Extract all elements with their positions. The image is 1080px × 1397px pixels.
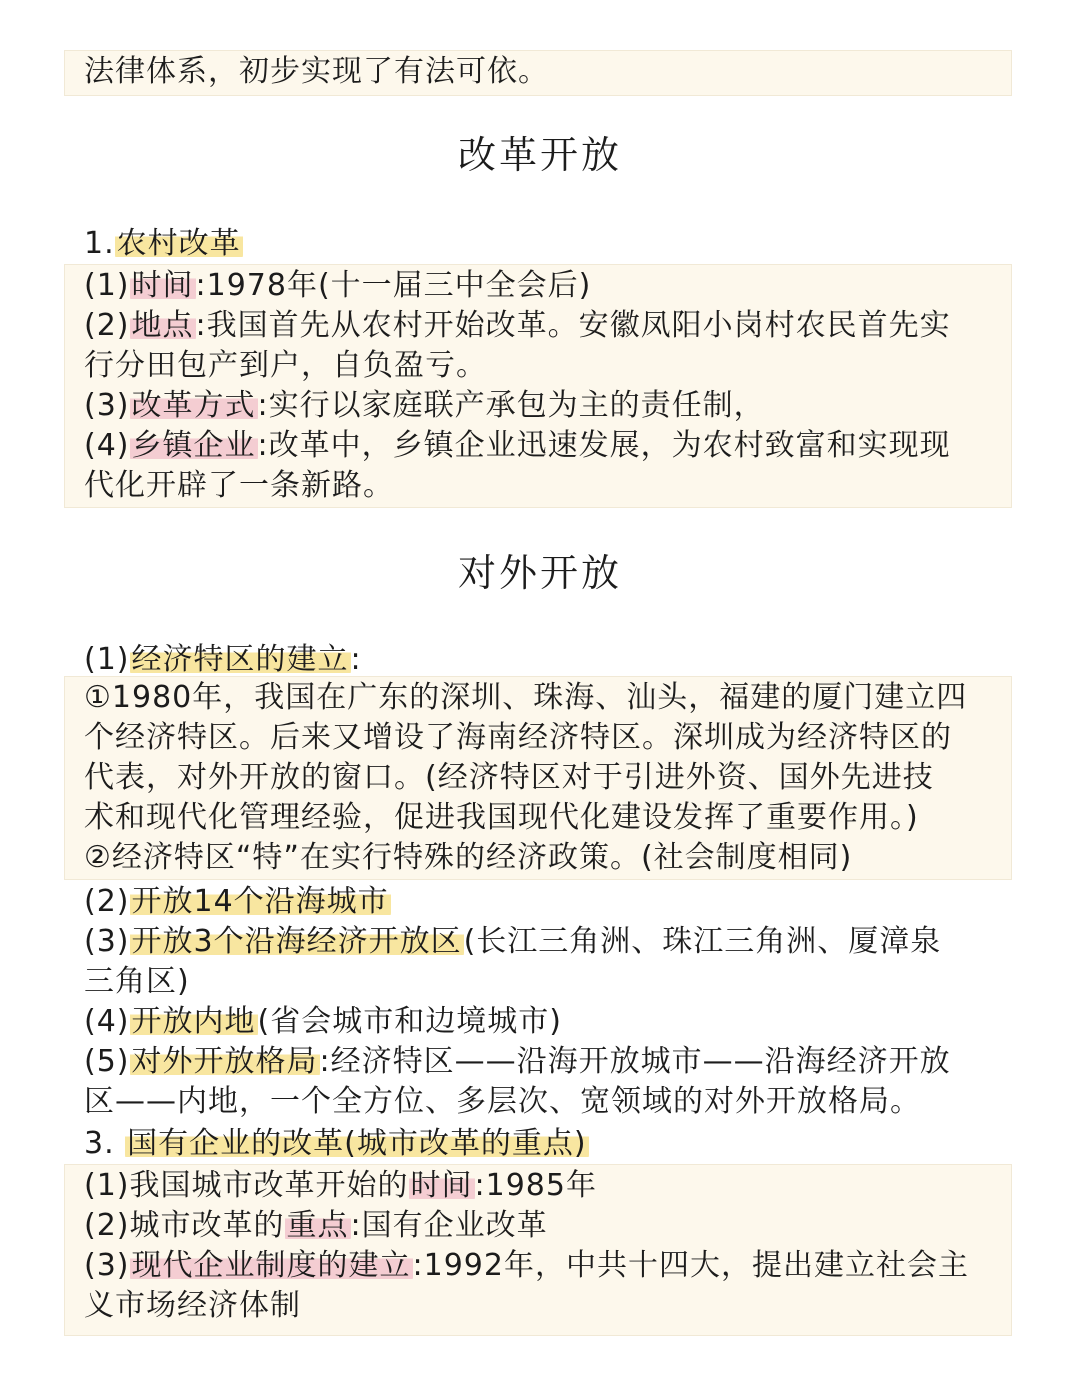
section-title-opening: 对外开放 <box>457 551 622 595</box>
opening-item-4: (4)开放内地(省会城市和边境城市) <box>84 1004 562 1039</box>
opening-item-5-cont: 区——内地，一个全方位、多层次、宽领域的对外开放格局。 <box>84 1084 921 1119</box>
soe-item-2: (2)城市改革的重点:国有企业改革 <box>84 1208 548 1243</box>
rural-item-4-cont: 代化开辟了一条新路。 <box>84 468 394 503</box>
rural-item-2-cont: 行分田包产到户，自负盈亏。 <box>84 348 487 383</box>
opening-item-3: (3)开放3个沿海经济开放区(长江三角洲、珠江三角洲、厦漳泉 <box>84 924 942 959</box>
opening-item-3-cont: 三角区) <box>84 964 190 999</box>
continuation-text: 法律体系，初步实现了有法可依。 <box>84 54 549 89</box>
section-title-reform: 改革开放 <box>457 133 622 177</box>
soe-item-1: (1)我国城市改革开始的时间:1985年 <box>84 1168 597 1203</box>
special-zone-line-1: ①1980年，我国在广东的深圳、珠海、汕头，福建的厦门建立四 <box>84 680 968 715</box>
special-zone-line-3: 代表，对外开放的窗口。(经济特区对于引进外资、国外先进技 <box>84 760 934 795</box>
opening-item-5: (5)对外开放格局:经济特区——沿海开放城市——沿海经济开放 <box>84 1044 951 1079</box>
section1-heading: 1.农村改革 <box>84 226 241 261</box>
rural-item-2: (2)地点:我国首先从农村开始改革。安徽凤阳小岗村农民首先实 <box>84 308 951 343</box>
rural-item-3: (3)改革方式:实行以家庭联产承包为主的责任制， <box>84 388 765 423</box>
section3-heading: 3. 国有企业的改革(城市改革的重点) <box>84 1126 587 1161</box>
rural-item-1: (1)时间:1978年(十一届三中全会后) <box>84 268 592 303</box>
special-zone-line-5: ②经济特区“特”在实行特殊的经济政策。(社会制度相同) <box>84 840 853 875</box>
section2-heading: (1)经济特区的建立: <box>84 642 362 677</box>
opening-item-2: (2)开放14个沿海城市 <box>84 884 389 919</box>
soe-item-3-cont: 义市场经济体制 <box>84 1288 301 1323</box>
soe-item-3: (3)现代企业制度的建立:1992年，中共十四大，提出建立社会主 <box>84 1248 969 1283</box>
rural-item-4: (4)乡镇企业:改革中，乡镇企业迅速发展，为农村致富和实现现 <box>84 428 951 463</box>
special-zone-line-4: 术和现代化管理经验，促进我国现代化建设发挥了重要作用。) <box>84 800 919 835</box>
special-zone-line-2: 个经济特区。后来又增设了海南经济特区。深圳成为经济特区的 <box>84 720 952 755</box>
